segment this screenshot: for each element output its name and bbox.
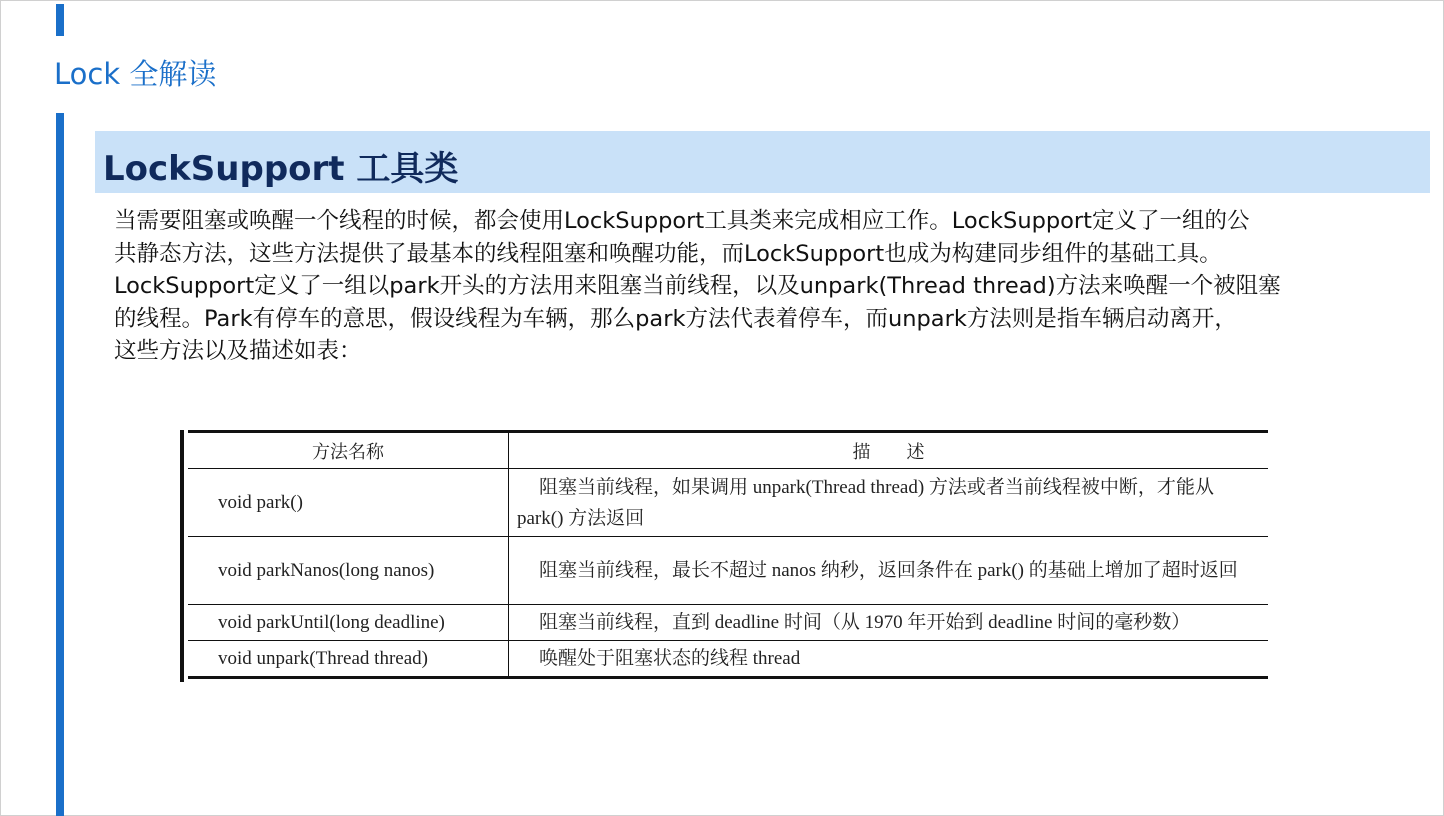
section-title: LockSupport 工具类 xyxy=(103,149,459,189)
top-accent-bar xyxy=(56,4,64,36)
table-row xyxy=(188,469,1268,537)
body-line: 的线程。Park有停车的意思，假设线程为车辆，那么park方法代表着停车，而unpark方法则是指车辆启动离开， xyxy=(114,305,1237,332)
body-paragraph xyxy=(114,205,1420,368)
method-name-cell: void unpark(Thread thread) xyxy=(188,641,509,678)
column-header-method-name: 方法名称 xyxy=(188,432,509,469)
table-header-row xyxy=(188,432,1268,469)
table-row xyxy=(188,641,1268,678)
left-accent-bar xyxy=(56,113,64,816)
method-desc-cell xyxy=(509,641,1269,678)
table-row xyxy=(188,537,1268,605)
method-desc-text: 唤醒处于阻塞状态的线程 thread xyxy=(539,648,801,669)
method-name-cell: void parkUntil(long deadline) xyxy=(188,605,509,641)
slide-header: Lock 全解读 xyxy=(54,57,217,91)
methods-table-wrapper xyxy=(180,430,1265,682)
table-row xyxy=(188,605,1268,641)
body-line: 这些方法以及描述如表： xyxy=(114,338,362,364)
method-name-cell: void park() xyxy=(188,469,509,537)
section-title-band xyxy=(95,131,1430,193)
method-desc-text: 阻塞当前线程，如果调用 unpark(Thread thread) 方法或者当前线程被中断，才能从 park() 方法返回 xyxy=(517,476,1214,529)
body-line: 当需要阻塞或唤醒一个线程的时候，都会使用LockSupport工具类来完成相应工作。LockSupport定义了一组的公 xyxy=(114,208,1250,234)
method-desc-cell xyxy=(509,537,1269,605)
method-desc-cell xyxy=(509,469,1269,537)
method-desc-cell xyxy=(509,605,1269,641)
body-line: 共静态方法，这些方法提供了最基本的线程阻塞和唤醒功能，而LockSupport也成为构建同步组件的基础工具。 xyxy=(114,240,1222,267)
method-name-cell: void parkNanos(long nanos) xyxy=(188,537,509,605)
methods-table xyxy=(188,430,1268,679)
body-line: LockSupport定义了一组以park开头的方法用来阻塞当前线程，以及unpark(Thread thread)方法来唤醒一个被阻塞 xyxy=(114,273,1281,299)
column-header-description: 描 述 xyxy=(509,432,1269,469)
method-desc-text: 阻塞当前线程，直到 deadline 时间（从 1970 年开始到 deadline 时间的毫秒数） xyxy=(539,612,1191,633)
method-desc-text: 阻塞当前线程，最长不超过 nanos 纳秒，返回条件在 park() 的基础上增加了超时返回 xyxy=(539,560,1238,581)
